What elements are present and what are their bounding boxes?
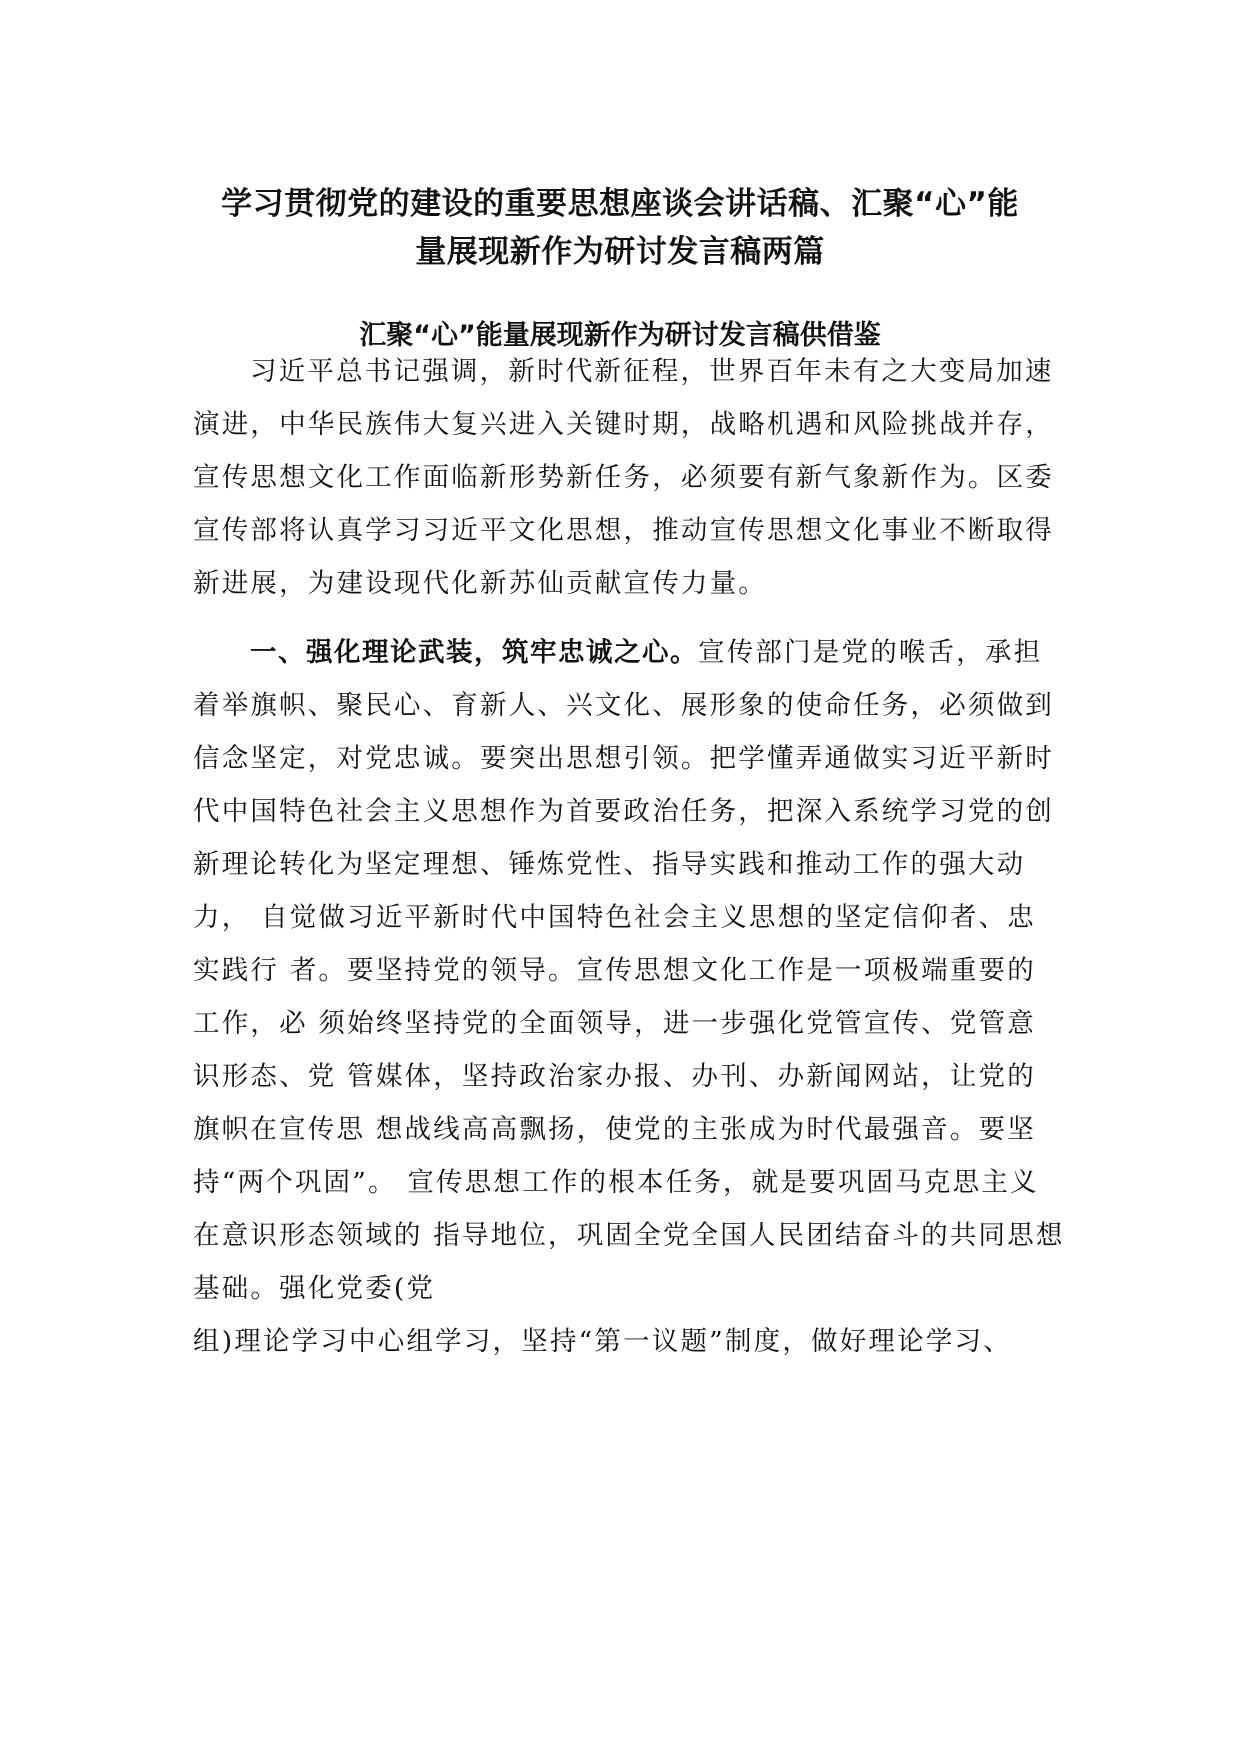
paragraph-2-line: 旗帜在宣传思 想战线高高飘扬，使党的主张成为时代最强音。要坚	[193, 1114, 1036, 1145]
paragraph-1-line: 宣传思想文化工作面临新形势新任务，必须要有新气象新作为。区委	[193, 462, 1054, 493]
paragraph-2-first-line	[250, 633, 1042, 673]
paragraph-1-line: 新进展，为建设现代化新苏仙贡献宣传力量。	[193, 568, 767, 599]
paragraph-1-line: 演进，中华民族伟大复兴进入关键时期，战略机遇和风险挑战并存，	[193, 409, 1054, 440]
paragraph-2-line: 在意识形态领域的 指导地位，巩固全党全国人民团结奋斗的共同思想	[193, 1220, 1065, 1251]
paragraph-2-line: 基础。强化党委(党	[193, 1273, 436, 1304]
paragraph-2-line: 持“两个巩固”。 宣传思想工作的根本任务，就是要巩固马克思主义	[193, 1167, 1039, 1198]
paragraph-2-line: 新理论转化为坚定理想、锤炼党性、指导实践和推动工作的强大动	[193, 849, 1026, 880]
section-heading: 一、强化理论武装，筑牢忠诚之心。	[250, 637, 698, 668]
paragraph-2-line: 力， 自觉做习近平新时代中国特色社会主义思想的坚定信仰者、忠	[193, 902, 1036, 933]
paragraph-2-line: 识形态、党 管媒体，坚持政治家办报、办刊、办新闻网站，让党的	[193, 1061, 1036, 1092]
paragraph-2-line: 着举旗帜、聚民心、育新人、兴文化、展形象的使命任务，必须做到	[193, 690, 1054, 721]
document-subtitle: 汇聚“心”能量展现新作为研讨发言稿供借鉴	[359, 320, 881, 351]
paragraph-2-first-line-text: 宣传部门是党的喉舌，承担	[698, 637, 1043, 668]
paragraph-2-line: 组)理论学习中心组学习，坚持“第一议题”制度，做好理论学习、	[193, 1326, 1012, 1357]
paragraph-2-line: 实践行 者。要坚持党的领导。宣传思想文化工作是一项极端重要的	[193, 955, 1036, 986]
paragraph-1-line: 宣传部将认真学习习近平文化思想，推动宣传思想文化事业不断取得	[193, 515, 1054, 546]
paragraph-2-line: 工作，必 须始终坚持党的全面领导，进一步强化党管宣传、党管意	[193, 1008, 1036, 1039]
paragraph-2-line: 代中国特色社会主义思想作为首要政治任务，把深入系统学习党的创	[193, 796, 1054, 827]
document-title-line-1: 学习贯彻党的建设的重要思想座谈会讲话稿、汇聚“心”能	[221, 186, 1019, 222]
paragraph-1-line: 习近平总书记强调，新时代新征程，世界百年未有之大变局加速	[250, 356, 1054, 387]
document-title-line-2: 量展现新作为研讨发言稿两篇	[415, 234, 825, 270]
paragraph-2-line: 信念坚定，对党忠诚。要突出思想引领。把学懂弄通做实习近平新时	[193, 743, 1054, 774]
